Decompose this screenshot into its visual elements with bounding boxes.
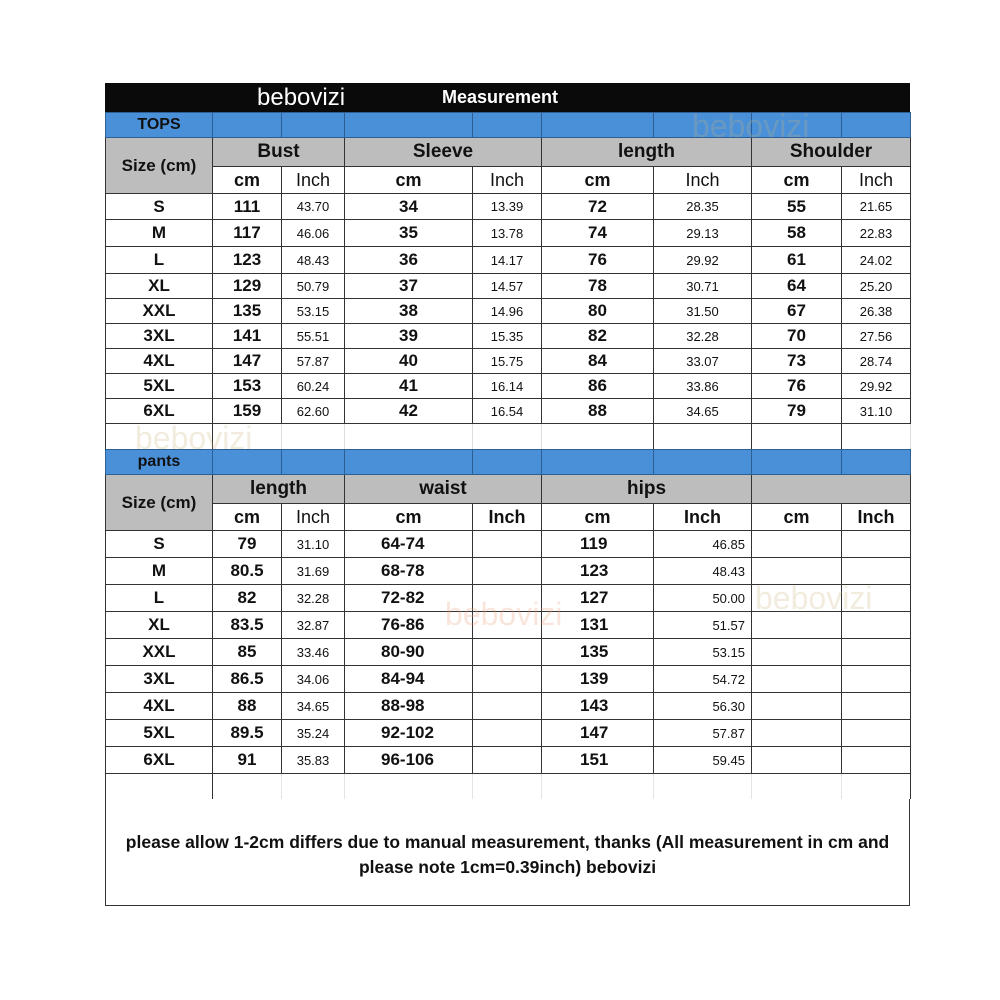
value-cell xyxy=(752,666,842,693)
value-cell xyxy=(473,693,542,720)
title-bar xyxy=(105,83,910,112)
table-row xyxy=(106,324,911,349)
value-cell: 35 xyxy=(345,220,473,247)
empty-cell xyxy=(654,774,752,800)
value-cell xyxy=(752,558,842,585)
value-cell xyxy=(473,585,542,612)
empty-cell xyxy=(345,424,473,450)
value-cell: 96-106 xyxy=(345,747,473,774)
table-row xyxy=(106,247,911,274)
value-cell: 83.5 xyxy=(213,612,282,639)
value-cell xyxy=(473,531,542,558)
value-cell: 26.38 xyxy=(842,299,911,324)
value-cell: 64-74 xyxy=(345,531,473,558)
blue-cell xyxy=(752,113,842,138)
value-cell: 74 xyxy=(542,220,654,247)
value-cell: 34.06 xyxy=(282,666,345,693)
value-cell: 48.43 xyxy=(654,558,752,585)
unit-header: Inch xyxy=(842,504,911,531)
size-cell: XL xyxy=(106,612,213,639)
value-cell: 92-102 xyxy=(345,720,473,747)
value-cell: 143 xyxy=(542,693,654,720)
value-cell: 84-94 xyxy=(345,666,473,693)
value-cell: 80.5 xyxy=(213,558,282,585)
value-cell: 68-78 xyxy=(345,558,473,585)
value-cell xyxy=(842,747,911,774)
value-cell: 50.00 xyxy=(654,585,752,612)
value-cell: 76 xyxy=(542,247,654,274)
value-cell: 29.92 xyxy=(654,247,752,274)
table-row xyxy=(106,666,911,693)
value-cell: 88-98 xyxy=(345,693,473,720)
value-cell xyxy=(842,531,911,558)
value-cell: 127 xyxy=(542,585,654,612)
size-header: Size (cm) xyxy=(106,138,213,194)
table-row xyxy=(106,612,911,639)
value-cell xyxy=(473,747,542,774)
value-cell: 50.79 xyxy=(282,274,345,299)
measurement-note: please allow 1-2cm differs due to manual measurement, thanks (All measurement in cm and please note 1cm=0.39inch) bebovizi xyxy=(105,799,910,906)
value-cell: 40 xyxy=(345,349,473,374)
value-cell: 46.85 xyxy=(654,531,752,558)
value-cell: 123 xyxy=(213,247,282,274)
unit-header: cm xyxy=(345,167,473,194)
table-row xyxy=(106,531,911,558)
value-cell: 15.75 xyxy=(473,349,542,374)
value-cell xyxy=(752,531,842,558)
value-cell xyxy=(842,612,911,639)
value-cell: 28.35 xyxy=(654,194,752,220)
size-cell: 4XL xyxy=(106,349,213,374)
table-row xyxy=(106,349,911,374)
value-cell: 54.72 xyxy=(654,666,752,693)
value-cell: 79 xyxy=(752,399,842,424)
value-cell: 31.69 xyxy=(282,558,345,585)
value-cell xyxy=(752,612,842,639)
value-cell: 13.78 xyxy=(473,220,542,247)
value-cell xyxy=(473,639,542,666)
value-cell: 27.56 xyxy=(842,324,911,349)
value-cell: 41 xyxy=(345,374,473,399)
value-cell: 34.65 xyxy=(654,399,752,424)
value-cell: 55 xyxy=(752,194,842,220)
empty-cell xyxy=(842,424,911,450)
size-cell: XXL xyxy=(106,639,213,666)
value-cell: 85 xyxy=(213,639,282,666)
empty-cell xyxy=(282,774,345,800)
blue-cell xyxy=(542,113,654,138)
column-group-header: hips xyxy=(542,475,752,504)
value-cell: 64 xyxy=(752,274,842,299)
value-cell: 34 xyxy=(345,194,473,220)
column-group-header: length xyxy=(213,475,345,504)
value-cell: 36 xyxy=(345,247,473,274)
unit-header: Inch xyxy=(842,167,911,194)
empty-cell xyxy=(752,774,842,800)
value-cell: 51.57 xyxy=(654,612,752,639)
value-cell: 14.96 xyxy=(473,299,542,324)
value-cell: 135 xyxy=(542,639,654,666)
unit-header: Inch xyxy=(282,167,345,194)
value-cell: 57.87 xyxy=(282,349,345,374)
value-cell: 129 xyxy=(213,274,282,299)
empty-cell xyxy=(282,424,345,450)
value-cell: 60.24 xyxy=(282,374,345,399)
value-cell: 72 xyxy=(542,194,654,220)
empty-cell xyxy=(473,424,542,450)
value-cell: 53.15 xyxy=(654,639,752,666)
size-cell: 6XL xyxy=(106,399,213,424)
column-group-header: length xyxy=(542,138,752,167)
value-cell: 34.65 xyxy=(282,693,345,720)
table-row xyxy=(106,274,911,299)
brand-name: bebovizi xyxy=(257,84,346,111)
unit-header: cm xyxy=(345,504,473,531)
empty-cell xyxy=(842,774,911,800)
size-cell: XXL xyxy=(106,299,213,324)
unit-header: cm xyxy=(752,504,842,531)
empty-cell xyxy=(542,424,654,450)
table-row xyxy=(106,585,911,612)
value-cell xyxy=(842,558,911,585)
value-cell: 55.51 xyxy=(282,324,345,349)
size-cell: 5XL xyxy=(106,374,213,399)
value-cell: 91 xyxy=(213,747,282,774)
value-cell xyxy=(473,612,542,639)
value-cell: 28.74 xyxy=(842,349,911,374)
value-cell: 14.57 xyxy=(473,274,542,299)
value-cell: 35.24 xyxy=(282,720,345,747)
blue-cell xyxy=(842,113,911,138)
blue-cell xyxy=(752,450,842,475)
section-header-row xyxy=(106,450,911,475)
value-cell: 31.10 xyxy=(282,531,345,558)
unit-header: cm xyxy=(542,504,654,531)
size-cell: 4XL xyxy=(106,693,213,720)
value-cell: 147 xyxy=(542,720,654,747)
value-cell xyxy=(842,639,911,666)
section-label: TOPS xyxy=(106,113,213,138)
size-cell: S xyxy=(106,531,213,558)
empty-cell xyxy=(106,774,213,800)
size-chart xyxy=(105,83,910,906)
value-cell xyxy=(842,693,911,720)
value-cell xyxy=(842,720,911,747)
value-cell: 123 xyxy=(542,558,654,585)
size-cell: M xyxy=(106,558,213,585)
value-cell: 42 xyxy=(345,399,473,424)
value-cell xyxy=(752,693,842,720)
empty-cell xyxy=(106,424,213,450)
value-cell: 33.86 xyxy=(654,374,752,399)
value-cell: 22.83 xyxy=(842,220,911,247)
value-cell: 29.92 xyxy=(842,374,911,399)
size-cell: 3XL xyxy=(106,666,213,693)
value-cell: 153 xyxy=(213,374,282,399)
table-row xyxy=(106,299,911,324)
watermark: bebovizi xyxy=(755,580,873,616)
value-cell: 117 xyxy=(213,220,282,247)
blue-cell xyxy=(213,113,282,138)
value-cell: 46.06 xyxy=(282,220,345,247)
value-cell: 88 xyxy=(542,399,654,424)
group-header-row xyxy=(106,475,911,504)
value-cell: 89.5 xyxy=(213,720,282,747)
column-group-header: Shoulder xyxy=(752,138,911,167)
value-cell: 25.20 xyxy=(842,274,911,299)
unit-header: cm xyxy=(213,504,282,531)
value-cell xyxy=(473,558,542,585)
value-cell: 14.17 xyxy=(473,247,542,274)
value-cell: 31.10 xyxy=(842,399,911,424)
table-row xyxy=(106,194,911,220)
unit-header: Inch xyxy=(654,504,752,531)
value-cell: 31.50 xyxy=(654,299,752,324)
size-cell: S xyxy=(106,194,213,220)
table-row xyxy=(106,747,911,774)
value-cell: 80-90 xyxy=(345,639,473,666)
pants-table xyxy=(105,449,911,799)
value-cell xyxy=(473,666,542,693)
value-cell: 76-86 xyxy=(345,612,473,639)
table-row xyxy=(106,693,911,720)
value-cell: 16.14 xyxy=(473,374,542,399)
value-cell: 111 xyxy=(213,194,282,220)
value-cell: 61 xyxy=(752,247,842,274)
spacer-row xyxy=(106,774,911,800)
empty-cell xyxy=(213,424,282,450)
value-cell: 35.83 xyxy=(282,747,345,774)
value-cell: 24.02 xyxy=(842,247,911,274)
value-cell xyxy=(842,666,911,693)
value-cell: 80 xyxy=(542,299,654,324)
value-cell: 86.5 xyxy=(213,666,282,693)
value-cell: 82 xyxy=(542,324,654,349)
blue-cell xyxy=(842,450,911,475)
unit-header: cm xyxy=(752,167,842,194)
value-cell: 15.35 xyxy=(473,324,542,349)
value-cell: 62.60 xyxy=(282,399,345,424)
blue-cell xyxy=(542,450,654,475)
value-cell xyxy=(752,720,842,747)
empty-cell xyxy=(213,774,282,800)
unit-header-row xyxy=(106,504,911,531)
value-cell: 79 xyxy=(213,531,282,558)
watermark: bebovizi xyxy=(692,108,810,144)
value-cell: 57.87 xyxy=(654,720,752,747)
value-cell: 82 xyxy=(213,585,282,612)
blue-cell xyxy=(473,450,542,475)
value-cell: 135 xyxy=(213,299,282,324)
value-cell: 141 xyxy=(213,324,282,349)
blue-cell xyxy=(473,113,542,138)
column-group-header: waist xyxy=(345,475,542,504)
unit-header: Inch xyxy=(654,167,752,194)
size-header: Size (cm) xyxy=(106,475,213,531)
value-cell: 32.28 xyxy=(282,585,345,612)
size-cell: 6XL xyxy=(106,747,213,774)
value-cell: 13.39 xyxy=(473,194,542,220)
value-cell: 48.43 xyxy=(282,247,345,274)
value-cell: 39 xyxy=(345,324,473,349)
spacer-row xyxy=(106,424,911,450)
table-row xyxy=(106,720,911,747)
value-cell: 29.13 xyxy=(654,220,752,247)
unit-header: Inch xyxy=(473,167,542,194)
unit-header: Inch xyxy=(282,504,345,531)
value-cell: 70 xyxy=(752,324,842,349)
blue-cell xyxy=(282,450,345,475)
value-cell: 151 xyxy=(542,747,654,774)
value-cell: 30.71 xyxy=(654,274,752,299)
column-group-header: Sleeve xyxy=(345,138,542,167)
watermark: bebovizi xyxy=(445,596,563,632)
group-header-row xyxy=(106,138,911,167)
value-cell: 72-82 xyxy=(345,585,473,612)
value-cell: 21.65 xyxy=(842,194,911,220)
value-cell: 43.70 xyxy=(282,194,345,220)
blue-cell xyxy=(282,113,345,138)
value-cell: 119 xyxy=(542,531,654,558)
size-cell: XL xyxy=(106,274,213,299)
value-cell: 84 xyxy=(542,349,654,374)
empty-cell xyxy=(345,774,473,800)
size-cell: L xyxy=(106,247,213,274)
blue-cell xyxy=(213,450,282,475)
value-cell: 33.07 xyxy=(654,349,752,374)
chart-title: Measurement xyxy=(442,87,559,107)
blue-cell xyxy=(345,113,473,138)
value-cell xyxy=(752,747,842,774)
value-cell: 56.30 xyxy=(654,693,752,720)
value-cell: 86 xyxy=(542,374,654,399)
value-cell: 147 xyxy=(213,349,282,374)
value-cell: 38 xyxy=(345,299,473,324)
value-cell xyxy=(752,639,842,666)
table-row xyxy=(106,639,911,666)
watermark: bebovizi xyxy=(135,420,253,456)
table-row xyxy=(106,220,911,247)
table-row xyxy=(106,374,911,399)
unit-header: Inch xyxy=(473,504,542,531)
empty-cell xyxy=(542,774,654,800)
size-cell: M xyxy=(106,220,213,247)
value-cell: 131 xyxy=(542,612,654,639)
value-cell: 53.15 xyxy=(282,299,345,324)
value-cell: 32.28 xyxy=(654,324,752,349)
section-label: pants xyxy=(106,450,213,475)
table-row xyxy=(106,558,911,585)
value-cell: 139 xyxy=(542,666,654,693)
unit-header-row xyxy=(106,167,911,194)
blue-cell xyxy=(654,113,752,138)
blue-cell xyxy=(654,450,752,475)
value-cell: 58 xyxy=(752,220,842,247)
value-cell: 59.45 xyxy=(654,747,752,774)
column-group-header: Bust xyxy=(213,138,345,167)
value-cell xyxy=(473,720,542,747)
value-cell: 37 xyxy=(345,274,473,299)
value-cell: 67 xyxy=(752,299,842,324)
empty-cell xyxy=(473,774,542,800)
value-cell: 16.54 xyxy=(473,399,542,424)
value-cell: 88 xyxy=(213,693,282,720)
empty-cell xyxy=(752,424,842,450)
value-cell xyxy=(842,585,911,612)
section-header-row xyxy=(106,113,911,138)
value-cell xyxy=(752,585,842,612)
unit-header: cm xyxy=(542,167,654,194)
value-cell: 33.46 xyxy=(282,639,345,666)
size-cell: 5XL xyxy=(106,720,213,747)
unit-header: cm xyxy=(213,167,282,194)
table-row xyxy=(106,399,911,424)
value-cell: 76 xyxy=(752,374,842,399)
blue-cell xyxy=(345,450,473,475)
value-cell: 78 xyxy=(542,274,654,299)
value-cell: 73 xyxy=(752,349,842,374)
column-group-header xyxy=(752,475,911,504)
value-cell: 159 xyxy=(213,399,282,424)
size-cell: 3XL xyxy=(106,324,213,349)
empty-cell xyxy=(654,424,752,450)
tops-table xyxy=(105,112,911,449)
size-cell: L xyxy=(106,585,213,612)
value-cell: 32.87 xyxy=(282,612,345,639)
